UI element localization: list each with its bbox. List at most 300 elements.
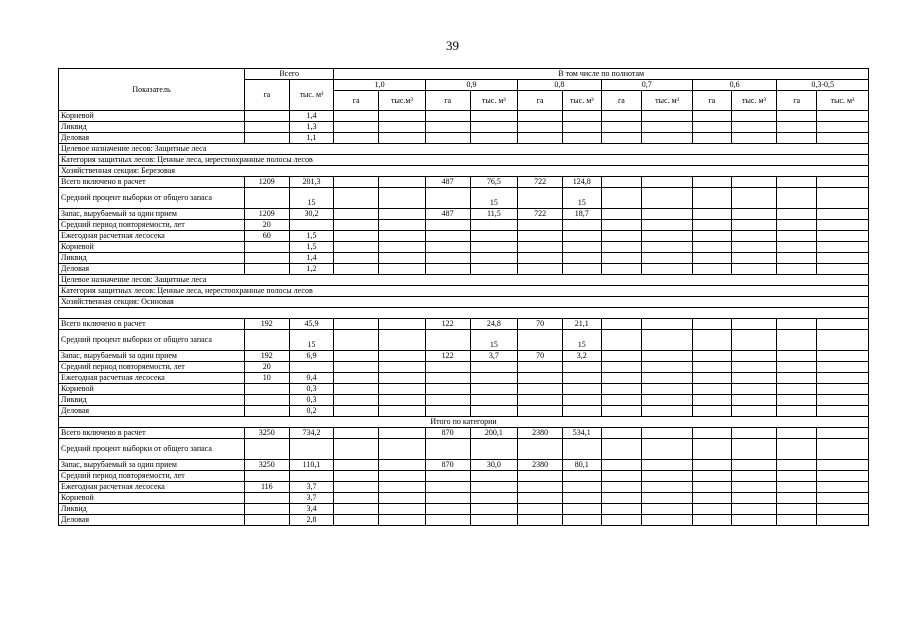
table-row	[59, 231, 869, 242]
table-cell	[693, 351, 732, 362]
header-sub-volume: тыс. м³	[642, 91, 693, 111]
table-cell	[562, 406, 601, 417]
table-header	[59, 69, 869, 111]
table-cell: 870	[425, 460, 470, 471]
table-cell	[642, 351, 693, 362]
table-cell	[693, 439, 732, 460]
table-cell	[731, 177, 777, 188]
table-cell: 10	[244, 373, 289, 384]
table-cell	[816, 460, 868, 471]
table-cell	[816, 482, 868, 493]
row-label: Корневой	[59, 493, 245, 504]
table-cell	[334, 493, 379, 504]
header-indicator: Показатель	[59, 69, 245, 111]
table-cell	[470, 482, 518, 493]
table-row	[59, 220, 869, 231]
table-cell	[777, 209, 817, 220]
table-cell	[777, 471, 817, 482]
table-cell	[425, 122, 470, 133]
table-cell	[693, 177, 732, 188]
table-cell	[562, 253, 601, 264]
table-cell: 45,9	[289, 319, 334, 330]
table-cell: 122	[425, 319, 470, 330]
table-cell: 201,3	[289, 177, 334, 188]
table-cell	[642, 493, 693, 504]
table-cell	[518, 482, 563, 493]
table-cell: 0,3	[289, 384, 334, 395]
table-cell	[379, 209, 426, 220]
table-cell	[601, 220, 642, 231]
table-cell	[379, 482, 426, 493]
table-cell	[518, 242, 563, 253]
table-cell	[379, 177, 426, 188]
table-row	[59, 177, 869, 188]
table-cell	[816, 362, 868, 373]
table-cell	[816, 122, 868, 133]
row-label: Ликвид	[59, 504, 245, 515]
table-cell: 870	[425, 428, 470, 439]
table-cell	[244, 493, 289, 504]
row-label: Ежегодная расчетная лесосека	[59, 482, 245, 493]
table-cell	[642, 482, 693, 493]
table-cell: 20	[244, 220, 289, 231]
section-label: Хозяйственная секция: Березовая	[59, 166, 869, 177]
row-label: Деловая	[59, 515, 245, 526]
table-cell	[470, 122, 518, 133]
table-cell	[601, 231, 642, 242]
table-cell	[693, 111, 732, 122]
row-label: Средний период повторяемости, лет	[59, 362, 245, 373]
table-cell	[518, 362, 563, 373]
table-cell	[777, 460, 817, 471]
section-row	[59, 155, 869, 166]
table-cell: 200,1	[470, 428, 518, 439]
table-cell: 20	[244, 362, 289, 373]
table-cell	[562, 242, 601, 253]
table-cell	[334, 177, 379, 188]
table-cell	[244, 395, 289, 406]
table-cell	[470, 504, 518, 515]
table-cell	[425, 406, 470, 417]
table-cell	[601, 504, 642, 515]
table-cell	[816, 177, 868, 188]
table-cell: 0,4	[289, 373, 334, 384]
table-cell	[470, 373, 518, 384]
table-cell	[642, 177, 693, 188]
table-row	[59, 515, 869, 526]
table-cell	[379, 504, 426, 515]
table-cell	[425, 242, 470, 253]
table-cell	[777, 493, 817, 504]
table-cell	[562, 384, 601, 395]
table-cell	[518, 264, 563, 275]
table-cell	[470, 515, 518, 526]
table-cell	[642, 122, 693, 133]
table-cell	[693, 188, 732, 209]
table-cell	[601, 264, 642, 275]
table-cell	[425, 220, 470, 231]
row-label: Ликвид	[59, 395, 245, 406]
table-cell	[334, 384, 379, 395]
table-cell	[244, 384, 289, 395]
page-number: 39	[446, 38, 459, 53]
table-cell	[601, 460, 642, 471]
table-cell	[731, 428, 777, 439]
table-cell: 1,4	[289, 111, 334, 122]
table-cell	[777, 406, 817, 417]
table-cell	[642, 111, 693, 122]
table-cell	[379, 122, 426, 133]
section-label: Целевое назначение лесов: Защитные леса	[59, 275, 869, 286]
header-in-which: В том числе по полнотам	[334, 69, 869, 80]
table-cell	[777, 428, 817, 439]
table-cell	[244, 133, 289, 144]
table-cell	[601, 253, 642, 264]
table-cell	[334, 330, 379, 351]
table-cell	[731, 242, 777, 253]
row-label: Корневой	[59, 242, 245, 253]
table-cell	[518, 504, 563, 515]
table-cell	[642, 504, 693, 515]
table-row	[59, 504, 869, 515]
table-cell	[642, 264, 693, 275]
table-cell	[731, 362, 777, 373]
table-cell	[693, 253, 732, 264]
table-cell	[693, 428, 732, 439]
table-cell	[601, 319, 642, 330]
table-cell	[334, 406, 379, 417]
table-cell	[379, 242, 426, 253]
header-density: 0,3-0,5	[777, 80, 869, 91]
table-cell	[518, 515, 563, 526]
table-cell	[244, 242, 289, 253]
table-cell	[731, 439, 777, 460]
table-cell	[425, 330, 470, 351]
table-cell	[244, 253, 289, 264]
table-cell	[601, 482, 642, 493]
table-cell	[334, 362, 379, 373]
table-cell	[642, 460, 693, 471]
table-row	[59, 351, 869, 362]
table-cell	[731, 264, 777, 275]
table-cell: 24,8	[470, 319, 518, 330]
table-cell	[334, 471, 379, 482]
table-cell	[518, 188, 563, 209]
table-cell	[334, 395, 379, 406]
table-cell	[425, 362, 470, 373]
table-cell	[816, 373, 868, 384]
table-cell	[334, 111, 379, 122]
table-cell	[425, 253, 470, 264]
table-cell	[425, 231, 470, 242]
row-label: Средний процент выборки от общего запаса	[59, 439, 245, 460]
table-cell	[379, 330, 426, 351]
table-cell	[244, 406, 289, 417]
table-cell	[642, 330, 693, 351]
header-density: 0,9	[425, 80, 517, 91]
table-cell	[731, 231, 777, 242]
table-cell	[379, 264, 426, 275]
table-cell	[244, 188, 289, 209]
table-cell	[601, 209, 642, 220]
table-cell	[731, 471, 777, 482]
table-cell	[289, 471, 334, 482]
table-cell	[562, 362, 601, 373]
table-cell	[379, 406, 426, 417]
table-cell	[425, 373, 470, 384]
table-cell	[562, 493, 601, 504]
row-label: Ликвид	[59, 122, 245, 133]
section-row	[59, 308, 869, 319]
table-cell	[379, 460, 426, 471]
table-row	[59, 439, 869, 460]
table-cell	[601, 395, 642, 406]
section-label: Целевое назначение лесов: Защитные леса	[59, 144, 869, 155]
table-row	[59, 373, 869, 384]
table-cell	[334, 460, 379, 471]
table-cell: 11,5	[470, 209, 518, 220]
table-cell	[731, 220, 777, 231]
table-cell	[601, 188, 642, 209]
table-cell: 15	[562, 330, 601, 351]
table-cell: 3,7	[289, 482, 334, 493]
table-cell	[470, 133, 518, 144]
table-cell	[334, 428, 379, 439]
table-cell: 3,2	[562, 351, 601, 362]
table-cell	[562, 373, 601, 384]
table-row	[59, 253, 869, 264]
table-row	[59, 133, 869, 144]
table-cell	[562, 220, 601, 231]
header-sub-volume: тыс. м³	[816, 91, 868, 111]
table-cell: 1,5	[289, 231, 334, 242]
section-label: Хозяйственная секция: Осиновая	[59, 297, 869, 308]
table-cell: 1,5	[289, 242, 334, 253]
table-cell	[518, 406, 563, 417]
table-cell	[244, 122, 289, 133]
table-cell	[777, 330, 817, 351]
row-label: Запас, вырубаемый за один прием	[59, 209, 245, 220]
table-cell	[379, 471, 426, 482]
table-cell: 534,1	[562, 428, 601, 439]
table-cell	[693, 482, 732, 493]
row-label: Всего включено в расчет	[59, 319, 245, 330]
table-cell	[693, 362, 732, 373]
table-cell	[244, 504, 289, 515]
table-cell	[425, 264, 470, 275]
table-cell	[816, 209, 868, 220]
table-cell	[562, 439, 601, 460]
table-cell	[777, 351, 817, 362]
table-cell	[334, 253, 379, 264]
table-cell	[425, 439, 470, 460]
category-total-row	[59, 417, 869, 428]
table-cell	[731, 351, 777, 362]
table-cell	[518, 471, 563, 482]
table-cell	[816, 351, 868, 362]
row-label: Всего включено в расчет	[59, 177, 245, 188]
section-row	[59, 275, 869, 286]
table-cell	[642, 319, 693, 330]
header-sub-ha: га	[777, 91, 817, 111]
table-cell	[518, 231, 563, 242]
table-cell: 30,2	[289, 209, 334, 220]
table-cell	[777, 242, 817, 253]
table-row	[59, 395, 869, 406]
table-cell	[693, 330, 732, 351]
table-cell	[334, 133, 379, 144]
table-cell: 487	[425, 209, 470, 220]
table-cell: 192	[244, 319, 289, 330]
table-cell	[816, 515, 868, 526]
table-cell	[518, 253, 563, 264]
row-label: Ежегодная расчетная лесосека	[59, 373, 245, 384]
row-label: Средний процент выборки от общего запаса	[59, 330, 245, 351]
table-cell	[470, 395, 518, 406]
table-cell: 0,2	[289, 406, 334, 417]
table-row	[59, 460, 869, 471]
table-cell	[693, 133, 732, 144]
table-cell: 70	[518, 319, 563, 330]
table-cell: 722	[518, 177, 563, 188]
table-cell	[334, 439, 379, 460]
table-cell	[816, 504, 868, 515]
table-cell	[518, 384, 563, 395]
table-cell	[642, 406, 693, 417]
table-cell	[693, 460, 732, 471]
table-cell	[816, 395, 868, 406]
table-cell	[777, 122, 817, 133]
table-cell: 124,8	[562, 177, 601, 188]
table-row	[59, 428, 869, 439]
table-cell	[642, 362, 693, 373]
table-cell	[334, 242, 379, 253]
table-cell: 3,4	[289, 504, 334, 515]
table-cell	[334, 319, 379, 330]
table-row	[59, 482, 869, 493]
table-cell	[470, 362, 518, 373]
table-cell	[601, 111, 642, 122]
table-cell	[379, 351, 426, 362]
table-cell	[334, 209, 379, 220]
table-cell	[601, 122, 642, 133]
table-cell	[518, 439, 563, 460]
row-label: Корневой	[59, 384, 245, 395]
table-cell	[642, 384, 693, 395]
table-row	[59, 188, 869, 209]
table-cell	[334, 264, 379, 275]
table-cell: 1,4	[289, 253, 334, 264]
table-cell	[693, 264, 732, 275]
table-cell	[731, 133, 777, 144]
header-sub-volume: тыс. м³	[470, 91, 518, 111]
table-cell: 1,2	[289, 264, 334, 275]
table-cell: 3,7	[470, 351, 518, 362]
table-row	[59, 330, 869, 351]
table-cell	[731, 460, 777, 471]
table-cell	[470, 253, 518, 264]
section-row	[59, 297, 869, 308]
table-cell	[693, 319, 732, 330]
header-sub-ha: га	[334, 91, 379, 111]
table-cell: 110,1	[289, 460, 334, 471]
table-cell: 1,1	[289, 133, 334, 144]
table-cell	[562, 122, 601, 133]
table-cell	[334, 188, 379, 209]
table-cell	[289, 439, 334, 460]
table-cell	[244, 264, 289, 275]
row-label: Ежегодная расчетная лесосека	[59, 231, 245, 242]
table-cell	[379, 188, 426, 209]
table-cell	[425, 395, 470, 406]
table-cell	[470, 242, 518, 253]
table-cell	[816, 493, 868, 504]
table-row	[59, 406, 869, 417]
table-cell: 30,0	[470, 460, 518, 471]
table-cell	[693, 209, 732, 220]
table-cell	[379, 439, 426, 460]
table-cell	[816, 264, 868, 275]
header-sub-ha: га	[601, 91, 642, 111]
table-cell	[425, 133, 470, 144]
section-label	[59, 308, 869, 319]
header-sub-volume: тыс. м³	[562, 91, 601, 111]
table-cell	[642, 133, 693, 144]
table-cell	[693, 384, 732, 395]
table-cell	[562, 471, 601, 482]
category-total-label: Итого по категории	[59, 417, 869, 428]
table-cell	[425, 188, 470, 209]
table-row	[59, 384, 869, 395]
table-cell	[816, 188, 868, 209]
table-cell	[518, 395, 563, 406]
table-cell: 3,7	[289, 493, 334, 504]
table-cell	[244, 439, 289, 460]
table-cell	[731, 384, 777, 395]
row-label: Средний период повторяемости, лет	[59, 471, 245, 482]
row-label: Запас, вырубаемый за один прием	[59, 460, 245, 471]
table-cell: 1209	[244, 177, 289, 188]
table-row	[59, 264, 869, 275]
table-cell	[731, 406, 777, 417]
table-cell	[379, 111, 426, 122]
table-cell	[816, 220, 868, 231]
table-cell	[379, 515, 426, 526]
table-cell	[816, 242, 868, 253]
table-cell	[816, 406, 868, 417]
table-cell	[334, 482, 379, 493]
table-row	[59, 209, 869, 220]
table-cell	[379, 493, 426, 504]
table-cell	[816, 253, 868, 264]
table-cell	[601, 177, 642, 188]
section-label: Категория защитных лесов: Ценные леса, нерестоохранные полосы лесов	[59, 286, 869, 297]
table-cell: 1209	[244, 209, 289, 220]
table-cell	[693, 373, 732, 384]
table-cell	[731, 111, 777, 122]
table-cell	[425, 111, 470, 122]
table-body	[59, 111, 869, 526]
table-cell	[642, 220, 693, 231]
table-cell	[693, 122, 732, 133]
table-cell	[816, 111, 868, 122]
table-cell	[562, 264, 601, 275]
table-cell	[693, 504, 732, 515]
table-cell: 2380	[518, 428, 563, 439]
table-cell: 18,7	[562, 209, 601, 220]
table-cell	[693, 406, 732, 417]
table-cell	[379, 373, 426, 384]
